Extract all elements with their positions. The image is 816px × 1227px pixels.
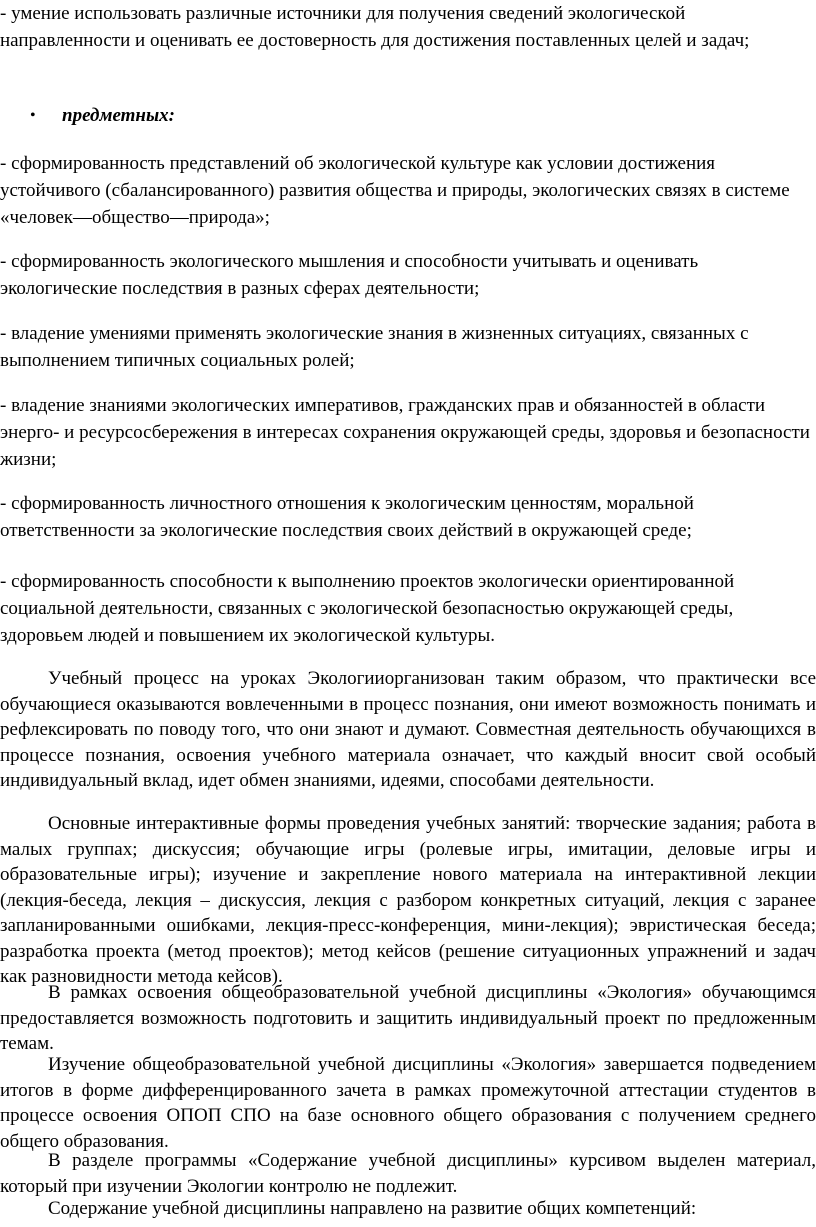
paragraph-final-assessment: Изучение общеобразовательной учебной дисциплины «Экология» завершается подведением итогов в форме дифференцированного зачета в рамках промежуточной аттестации студентов в процессе освоения ОПОП СПО на базе основного общего образования с получением среднего общего образования.	[0, 1054, 816, 1152]
list-item-personal-attitude: - сформированность личностного отношения к экологическим ценностям, моральной ответственности за экологические последствия своих действий в окружающей среде;	[0, 493, 694, 541]
bullet-icon: •	[30, 107, 36, 124]
list-item-projects: - сформированность способности к выполнению проектов экологически ориентированной социальной деятельности, связанных с экологической безопасностью окружающей среды, здоровьем людей и повышением их экологической культуры.	[0, 571, 735, 646]
list-item-ecological-thinking: - сформированность экологического мышления и способности учитывать и оценивать экологические последствия в разных сферах деятельности;	[0, 251, 699, 299]
paragraph-general-competencies: Содержание учебной дисциплины направлено на развитие общих компетенций:	[48, 1198, 697, 1219]
list-item-social-roles: - владение умениями применять экологические знания в жизненных ситуациях, связанных с выполнением типичных социальных ролей;	[0, 323, 749, 371]
subject-results-bullet	[0, 102, 816, 129]
paragraph-italic-note: В разделе программы «Содержание учебной дисциплины» курсивом выделен материал, который при изучении Экологии контролю не подлежит.	[0, 1150, 816, 1197]
list-item-ecological-culture: - сформированность представлений об экологической культуре как условии достижения устойчивого (сбалансированного) развития общества и природы, экологических связях в системе «человек—общество—природа»;	[0, 153, 790, 228]
list-item-imperatives: - владение знаниями экологических императивов, гражданских прав и обязанностей в области энерго- и ресурсосбережения в интересах сохранения окружающей среды, здоровья и безопасности жизни;	[0, 395, 810, 470]
paragraph-learning-process: Учебный процесс на уроках Экологииорганизован таким образом, что практически все обучающиеся оказываются вовлеченными в процесс познания, они имеют возможность понимать и рефлексировать по поводу того, что они знают и думают. Совместная деятельность обучающихся в процессе познания, освоения учебного материала означает, что каждый вносит свой особый индивидуальный вклад, идет обмен знаниями, идеями, способами деятельности.	[0, 668, 816, 791]
paragraph-individual-project: В рамках освоения общеобразовательной учебной дисциплины «Экология» обучающимся предоставляется возможность подготовить и защитить индивидуальный проект по предложенным темам.	[0, 982, 816, 1054]
list-item-sources: - умение использовать различные источники для получения сведений экологической направленности и оценивать ее достоверность для достижения поставленных целей и задач;	[0, 3, 750, 51]
paragraph-interactive-forms: Основные интерактивные формы проведения учебных занятий: творческие задания; работа в малых группах; дискуссия; обучающие игры (ролевые игры, имитации, деловые игры и образовательные игры); изучение и закрепление нового материала на интерактивной лекции (лекция-беседа, лекция – дискуссия, лекция с разбором конкретных ситуаций, лекция с заранее запланированными ошибками, лекция-пресс-конференция, мини-лекция); эвристическая беседа; разработка проекта (метод проектов); метод кейсов (решение ситуационных упражнений и задач как разновидности метода кейсов).	[0, 813, 816, 987]
bullet-label: предметных:	[62, 105, 175, 126]
